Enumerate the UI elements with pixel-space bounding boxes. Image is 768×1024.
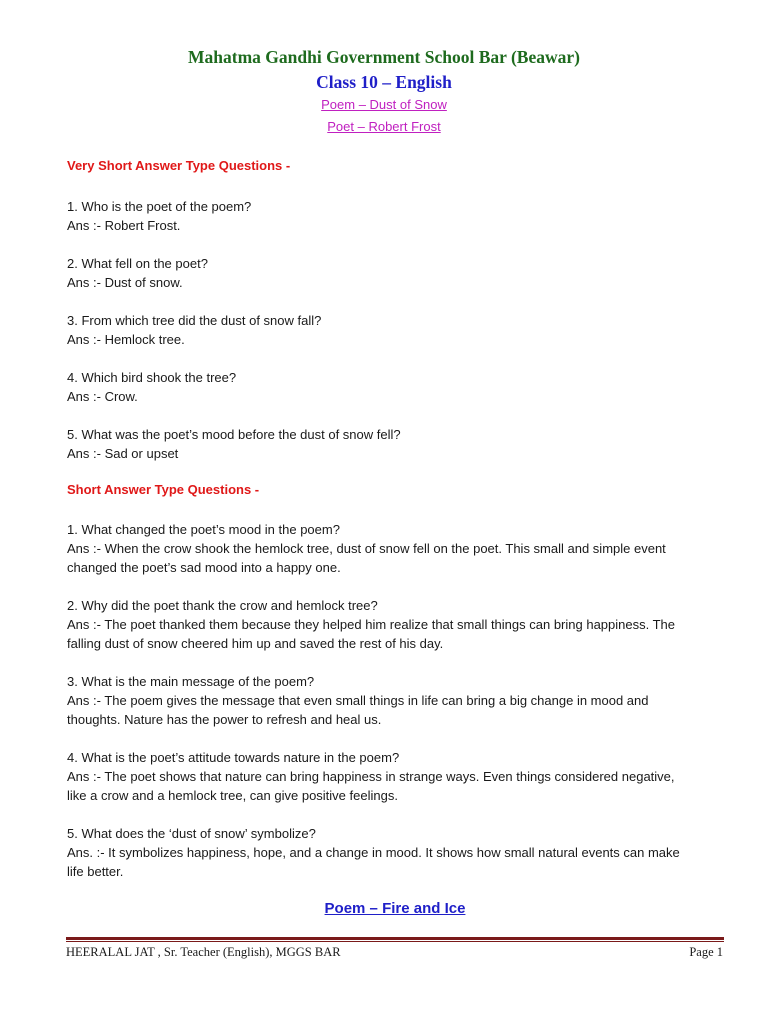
vs-question-4: 4. Which bird shook the tree? [67, 370, 237, 385]
footer-page-number: Page 1 [689, 945, 723, 959]
sa-question-1: 1. What changed the poet’s mood in the poem? [67, 522, 340, 537]
vs-question-5: 5. What was the poet’s mood before the dust of snow fell? [67, 427, 401, 442]
sa-question-2: 2. Why did the poet thank the crow and hemlock tree? [67, 598, 378, 613]
sa-answer-4-line-1: Ans :- The poet shows that nature can bring happiness in strange ways. Even things considered negative, [67, 769, 675, 784]
poem-title: Poem – Dust of Snow [321, 97, 447, 112]
sa-answer-4-line-2: like a crow and a hemlock tree, can give positive feelings. [67, 788, 398, 803]
vs-question-2: 2. What fell on the poet? [67, 256, 208, 271]
vs-answer-2: Ans :- Dust of snow. [67, 275, 183, 290]
vs-question-3: 3. From which tree did the dust of snow fall? [67, 313, 322, 328]
vs-answer-3: Ans :- Hemlock tree. [67, 332, 185, 347]
footer-author: HEERALAL JAT , Sr. Teacher (English), MGGS BAR [66, 945, 341, 959]
vs-answer-1: Ans :- Robert Frost. [67, 218, 181, 233]
sa-answer-1-line-2: changed the poet’s sad mood into a happy one. [67, 560, 341, 575]
sa-answer-3-line-1: Ans :- The poem gives the message that even small things in life can bring a big change in mood and [67, 693, 649, 708]
very-short-heading: Very Short Answer Type Questions - [67, 158, 291, 173]
sa-answer-1-line-1: Ans :- When the crow shook the hemlock tree, dust of snow fell on the poet. This small and simple event [67, 541, 666, 556]
footer-rule-thin [66, 941, 724, 942]
sa-answer-5-line-1: Ans. :- It symbolizes happiness, hope, and a change in mood. It shows how small natural events can make [67, 845, 680, 860]
sa-answer-5-line-2: life better. [67, 864, 124, 879]
next-poem-title: Poem – Fire and Ice [324, 900, 466, 917]
sa-answer-2-line-2: falling dust of snow cheered him up and saved the rest of his day. [67, 636, 444, 651]
footer-rule-thick [66, 937, 724, 940]
short-heading: Short Answer Type Questions - [67, 482, 260, 497]
vs-answer-4: Ans :- Crow. [67, 389, 138, 404]
sa-answer-2-line-1: Ans :- The poet thanked them because they helped him realize that small things can bring happiness. The [67, 617, 675, 632]
vs-question-1: 1. Who is the poet of the poem? [67, 199, 252, 214]
vs-answer-5: Ans :- Sad or upset [67, 446, 179, 461]
school-name: Mahatma Gandhi Government School Bar (Beawar) [188, 47, 580, 67]
sa-question-4: 4. What is the poet’s attitude towards nature in the poem? [67, 750, 400, 765]
sa-question-5: 5. What does the ‘dust of snow’ symbolize? [67, 826, 316, 841]
sa-question-3: 3. What is the main message of the poem? [67, 674, 315, 689]
sa-answer-3-line-2: thoughts. Nature has the power to refresh and heal us. [67, 712, 382, 727]
poet-name: Poet – Robert Frost [327, 119, 441, 134]
class-title: Class 10 – English [316, 72, 452, 92]
